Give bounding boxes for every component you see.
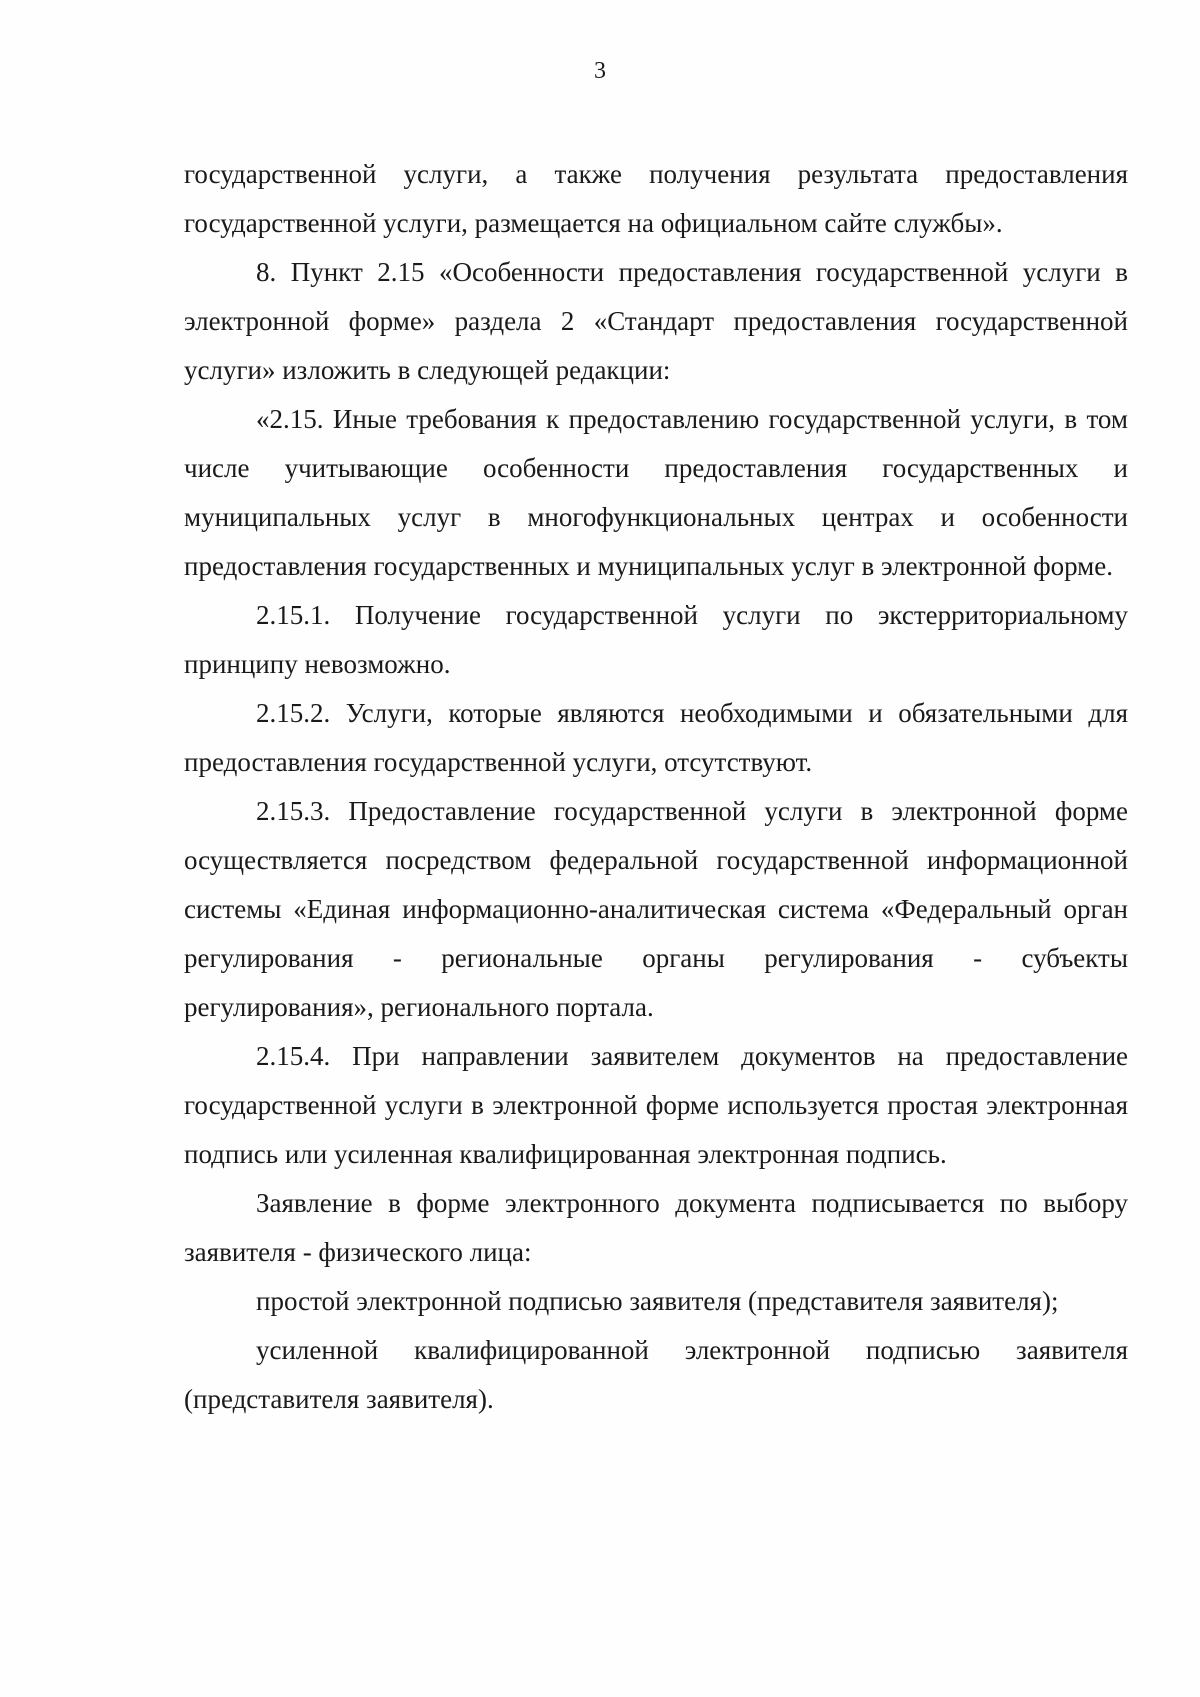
paragraph-2-15-1: 2.15.1. Получение государственной услуги по экстерриториальному принципу невозможно. [184, 600, 1128, 679]
page-number: 3 [594, 58, 606, 84]
document-body [184, 150, 1128, 1424]
paragraph-2-15-3: 2.15.3. Предоставление государственной услуги в электронной форме осуществляется посредством федеральной государственной информационной системы «Единая информационно-аналитическая система «Федеральный орган регулирования - региональные органы регулирования - субъекты регулирования», регионального портала. [184, 796, 1128, 1022]
paragraph-2-15-2: 2.15.2. Услуги, которые являются необходимыми и обязательными для предоставления государственной услуги, отсутствуют. [184, 698, 1128, 777]
paragraph-continuation: государственной услуги, а также получения результата предоставления государственной услуги, размещается на официальном сайте службы». [184, 159, 1128, 238]
paragraph-application-signing: Заявление в форме электронного документа подписывается по выбору заявителя - физического лица: [184, 1188, 1128, 1267]
paragraph-2-15-4: 2.15.4. При направлении заявителем документов на предоставление государственной услуги в электронной форме используется простая электронная подпись или усиленная квалифицированная электронная подпись. [184, 1041, 1128, 1169]
paragraph-qualified-signature: усиленной квалифицированной электронной подписью заявителя (представителя заявителя). [184, 1335, 1128, 1414]
paragraph-simple-signature: простой электронной подписью заявителя (представителя заявителя); [256, 1286, 1059, 1316]
paragraph-item-8: 8. Пункт 2.15 «Особенности предоставления государственной услуги в электронной форме» раздела 2 «Стандарт предоставления государственной услуги» изложить в следующей редакции: [184, 257, 1128, 385]
paragraph-2-15: «2.15. Иные требования к предоставлению государственной услуги, в том числе учитывающие особенности предоставления государственных и муниципальных услуг в многофункциональных центрах и особенности предоставления государственных и муниципальных услуг в электронной форме. [184, 404, 1128, 581]
